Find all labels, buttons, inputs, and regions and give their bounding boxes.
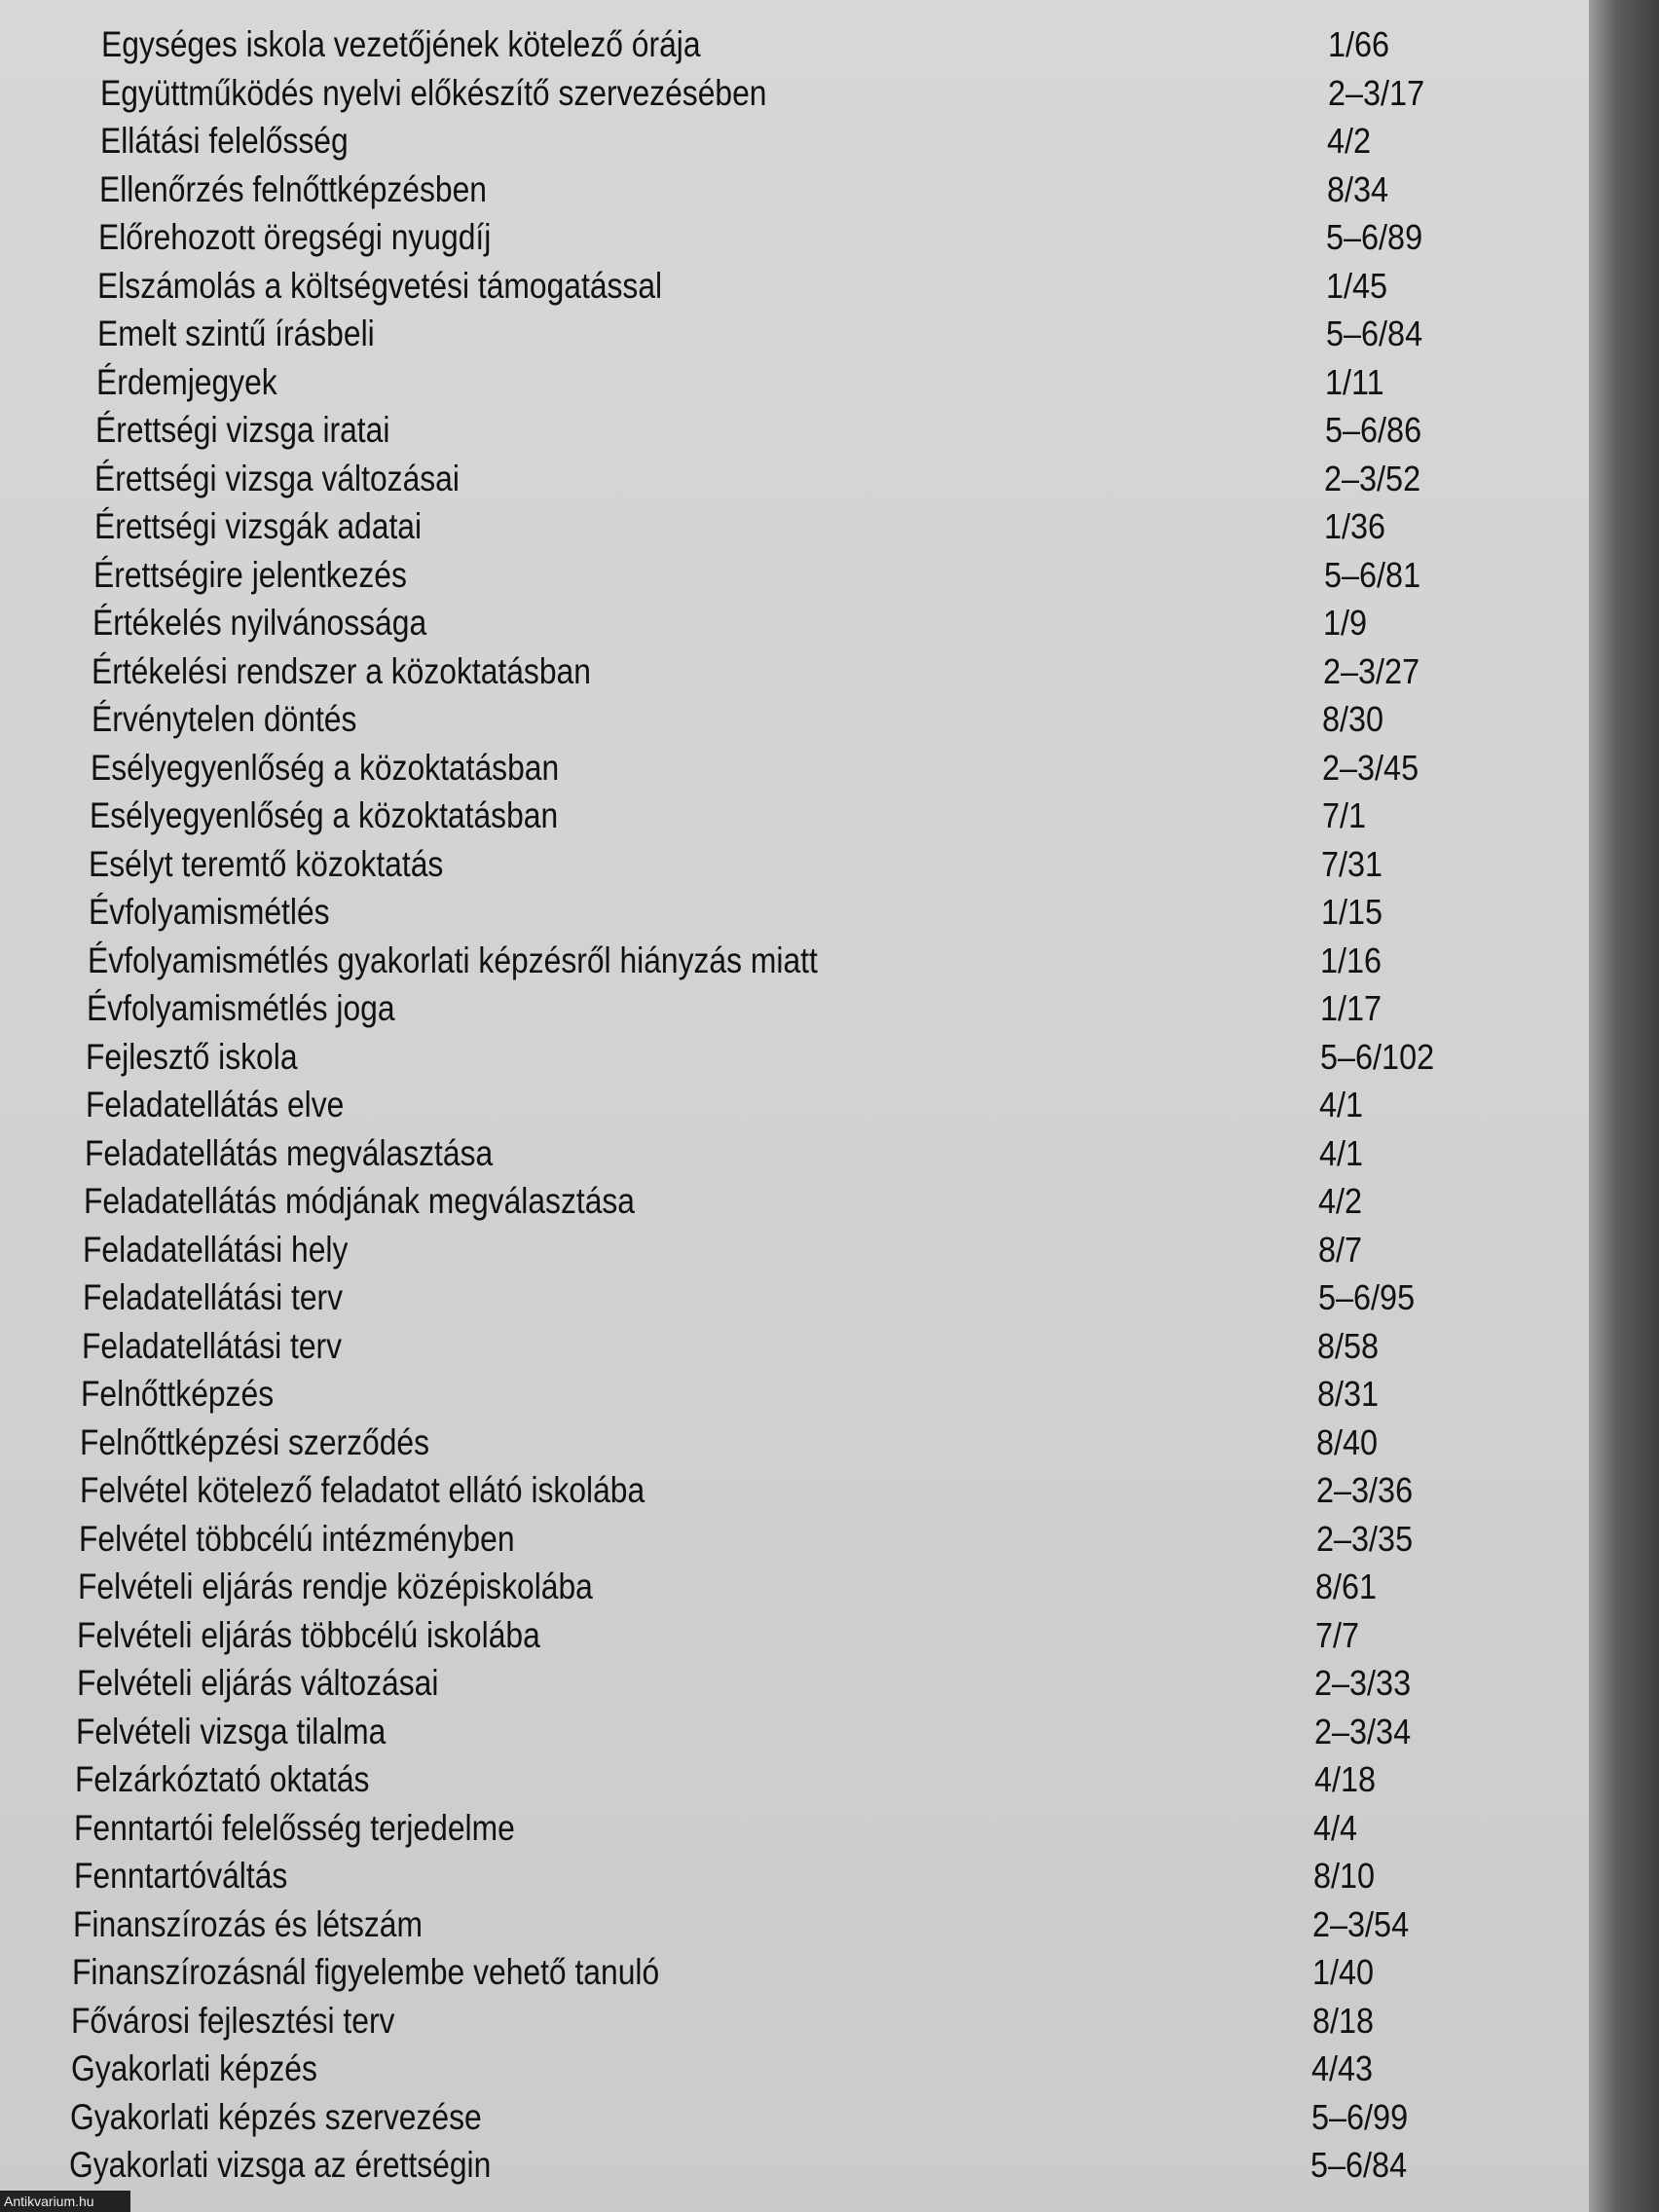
index-entry-term: Feladatellátási terv <box>81 1325 342 1366</box>
index-entry-ref: 2–3/52 <box>1324 458 1421 498</box>
index-entry-ref: 2–3/27 <box>1322 650 1419 691</box>
index-entry-term: Érvénytelen döntés <box>91 699 356 739</box>
book-spine <box>1589 0 1659 2212</box>
index-entry-ref: 4/1 <box>1319 1085 1364 1124</box>
index-entry-ref: 1/36 <box>1324 506 1386 546</box>
watermark: Antikvarium.hu <box>0 2191 130 2212</box>
index-entry-ref: 7/7 <box>1314 1614 1359 1655</box>
index-entry-term: Felvételi eljárás rendje középiskolába <box>78 1567 593 1606</box>
index-entry-term: Felzárkóztató oktatás <box>75 1759 370 1799</box>
index-entry-ref: 7/31 <box>1321 843 1383 884</box>
index-entry-ref: 5–6/84 <box>1325 313 1422 353</box>
index-entry-ref: 5–6/102 <box>1319 1036 1434 1077</box>
index-entry-ref: 8/7 <box>1318 1229 1363 1270</box>
index-entry-term: Finanszírozásnál figyelembe vehető tanuló <box>72 1952 660 1992</box>
index-entry-term: Felvételi eljárás többcélú iskolába <box>77 1614 541 1655</box>
index-entry-ref: 4/43 <box>1311 2048 1374 2088</box>
index-entry-ref: 1/66 <box>1328 24 1390 64</box>
index-entry-ref: 1/40 <box>1312 1952 1375 1992</box>
index-entry-ref: 1/17 <box>1320 988 1382 1028</box>
index-entry-term: Érettségi vizsgák adatai <box>93 506 422 546</box>
index-entry-ref: 8/10 <box>1312 1856 1375 1896</box>
index-entry-term: Finanszírozás és létszám <box>72 1903 423 1944</box>
index-entry-term: Feladatellátás megválasztása <box>84 1132 493 1173</box>
index-entry-term: Felvétel kötelező feladatot ellátó iskolába <box>79 1470 645 1510</box>
index-entry-ref: 5–6/81 <box>1323 554 1420 595</box>
index-entry-ref: 4/2 <box>1318 1181 1363 1221</box>
index-entry-term: Gyakorlati vizsga az érettségin <box>69 2145 492 2185</box>
index-entry-ref: 1/16 <box>1320 940 1382 980</box>
index-entry-ref: 5–6/95 <box>1317 1277 1415 1317</box>
index-entry-term: Évfolyamismétlés joga <box>87 988 395 1028</box>
index-entry-term: Érettségi vizsga iratai <box>95 410 390 450</box>
index-entry-ref: 8/40 <box>1316 1421 1379 1462</box>
index-entry-term: Ellenőrzés felnőttképzésben <box>98 168 487 209</box>
index-entry-term: Érettségi vizsga változásai <box>94 458 461 498</box>
index-entry-term: Előrehozott öregségi nyugdíj <box>98 217 492 257</box>
index-entry-term: Gyakorlati képzés <box>70 2048 317 2088</box>
index-entry-term: Egységes iskola vezetőjének kötelező órája <box>101 24 701 64</box>
index-entry-term: Fenntartói felelősség terjedelme <box>74 1807 516 1848</box>
index-entry-term: Érettségire jelentkezés <box>92 554 407 595</box>
index-entry-ref: 8/18 <box>1311 2000 1374 2041</box>
index-entry-term: Esélyt teremtő közoktatás <box>89 843 444 884</box>
index-entry-term: Gyakorlati képzés szervezése <box>69 2096 482 2137</box>
index-entry-term: Emelt szintű írásbeli <box>96 313 375 353</box>
index-entry-ref: 2–3/33 <box>1314 1663 1412 1703</box>
index-entry-term: Feladatellátás módjának megválasztása <box>84 1181 636 1221</box>
index-entry-term: Fejlesztő iskola <box>86 1036 298 1077</box>
index-entry-term: Feladatellátási hely <box>83 1229 349 1270</box>
index-entry-term: Feladatellátási terv <box>82 1277 343 1317</box>
index-entry-term: Felvétel többcélú intézményben <box>78 1518 515 1559</box>
index-entry-term: Évfolyamismétlés <box>88 892 330 932</box>
index-entry-ref: 2–3/17 <box>1327 72 1424 113</box>
index-entry-term: Értékelés nyilvánossága <box>92 603 427 643</box>
index-entry-ref: 4/4 <box>1313 1807 1358 1848</box>
index-entry-term: Felnőttképzési szerződés <box>80 1421 430 1462</box>
index-entry-ref: 1/45 <box>1326 265 1388 306</box>
index-entry-ref: 8/61 <box>1315 1567 1378 1606</box>
index-entry-term: Fenntartóváltás <box>73 1856 287 1896</box>
index-entry-ref: 4/18 <box>1313 1759 1376 1799</box>
index-entry-term: Fővárosi fejlesztési terv <box>71 2000 395 2041</box>
index-entry-ref: 2–3/45 <box>1322 747 1419 788</box>
index-entry-term: Ellátási felelősség <box>99 121 349 161</box>
index-entry-ref: 8/30 <box>1322 699 1384 739</box>
index-entry-ref: 2–3/34 <box>1314 1711 1412 1751</box>
index-entry-ref: 4/1 <box>1318 1132 1363 1173</box>
index-entry-ref: 1/15 <box>1320 892 1382 932</box>
index-entry-ref: 8/34 <box>1326 168 1388 209</box>
index-entry-term: Érdemjegyek <box>95 361 277 402</box>
index-entry-ref: 2–3/35 <box>1315 1518 1413 1559</box>
index-entry-term: Esélyegyenlőség a közoktatásban <box>90 795 559 835</box>
index-entry-ref: 8/58 <box>1317 1325 1380 1366</box>
index-entry-ref: 1/11 <box>1325 361 1384 402</box>
index-entry-ref: 5–6/89 <box>1326 217 1423 257</box>
index-entry-term: Évfolyamismétlés gyakorlati képzésről hiányzás miatt <box>87 940 818 980</box>
index-entry-ref: 2–3/36 <box>1316 1470 1414 1510</box>
index-entry-term: Értékelési rendszer a közoktatásban <box>92 650 592 691</box>
index-entry-ref: 5–6/86 <box>1324 410 1421 450</box>
index-entry-term: Esélyegyenlőség a közoktatásban <box>90 747 559 788</box>
index-entry-ref: 5–6/99 <box>1310 2096 1408 2137</box>
index-entry-ref: 4/2 <box>1327 121 1372 161</box>
index-entry-term: Feladatellátás elve <box>85 1085 344 1124</box>
index-entry-term: Felnőttképzés <box>81 1374 275 1414</box>
index-entry-term: Együttműködés nyelvi előkészítő szervezésében <box>100 72 767 113</box>
index-entry-ref: 5–6/84 <box>1310 2145 1408 2185</box>
index-entry-term: Felvételi vizsga tilalma <box>75 1711 387 1751</box>
index-entry-ref: 7/1 <box>1321 795 1366 835</box>
index-entry-term: Elszámolás a költségvetési támogatással <box>97 265 663 306</box>
index-entry-term: Felvételi eljárás változásai <box>76 1663 438 1703</box>
index-entry-ref: 1/9 <box>1323 603 1368 643</box>
index-entry-ref: 8/31 <box>1316 1374 1379 1414</box>
index-entry-ref: 2–3/54 <box>1312 1903 1410 1944</box>
